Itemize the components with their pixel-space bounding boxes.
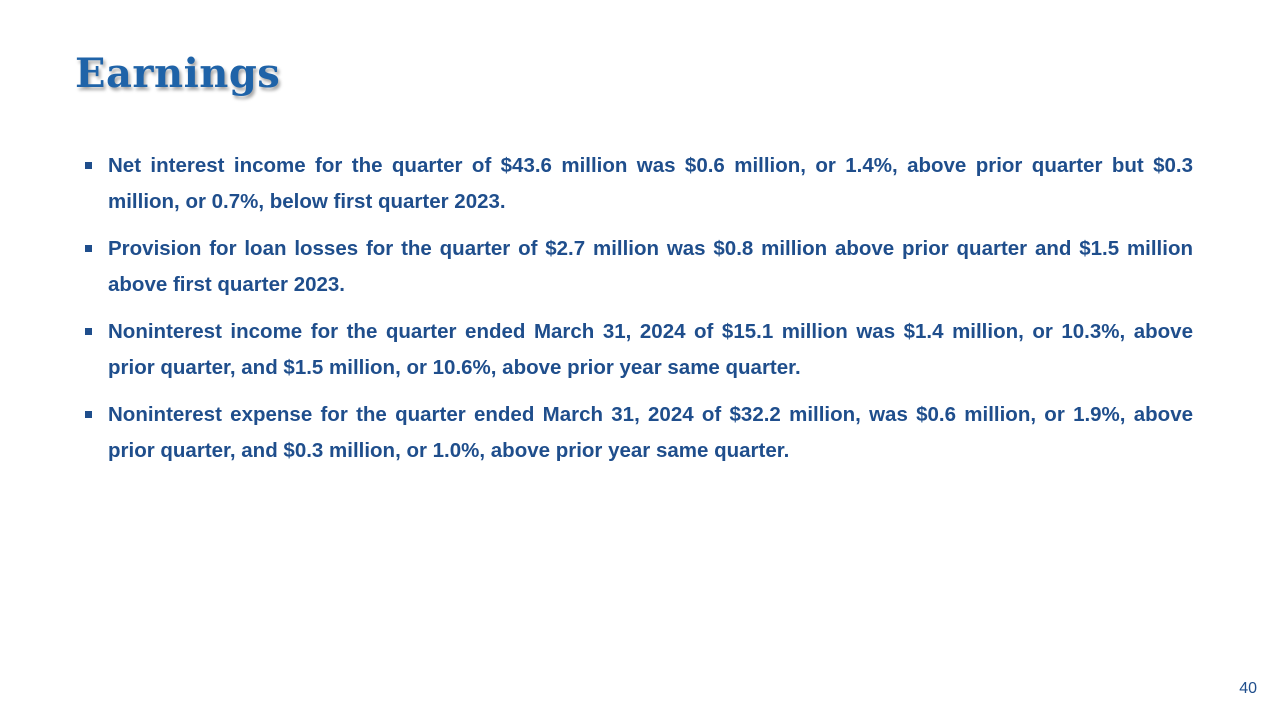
bullet-text: Provision for loan losses for the quarter of $2.7 million was $0.8 million above prior quarter and $1.5 million above first quarter 2023. <box>108 237 1193 296</box>
bullet-text: Noninterest expense for the quarter ended March 31, 2024 of $32.2 million, was $0.6 million, or 1.9%, above prior quarter, and $0.3 million, or 1.0%, above prior year same quarter. <box>108 403 1193 462</box>
bullet-text: Net interest income for the quarter of $43.6 million was $0.6 million, or 1.4%, above prior quarter but $0.3 million, or 0.7%, below first quarter 2023. <box>108 154 1193 213</box>
square-bullet-icon <box>85 245 92 252</box>
square-bullet-icon <box>85 328 92 335</box>
bullet-item <box>0 231 1193 303</box>
square-bullet-icon <box>85 411 92 418</box>
bullet-item <box>0 314 1193 386</box>
bullet-list <box>0 148 1280 480</box>
bullet-text: Noninterest income for the quarter ended March 31, 2024 of $15.1 million was $1.4 million, or 10.3%, above prior quarter, and $1.5 million, or 10.6%, above prior year same quarter. <box>108 320 1193 379</box>
square-bullet-icon <box>85 162 92 169</box>
bullet-item <box>0 148 1193 220</box>
bullet-item <box>0 397 1193 469</box>
page-number: 40 <box>1239 680 1257 697</box>
slide-title: Earnings <box>75 50 281 97</box>
